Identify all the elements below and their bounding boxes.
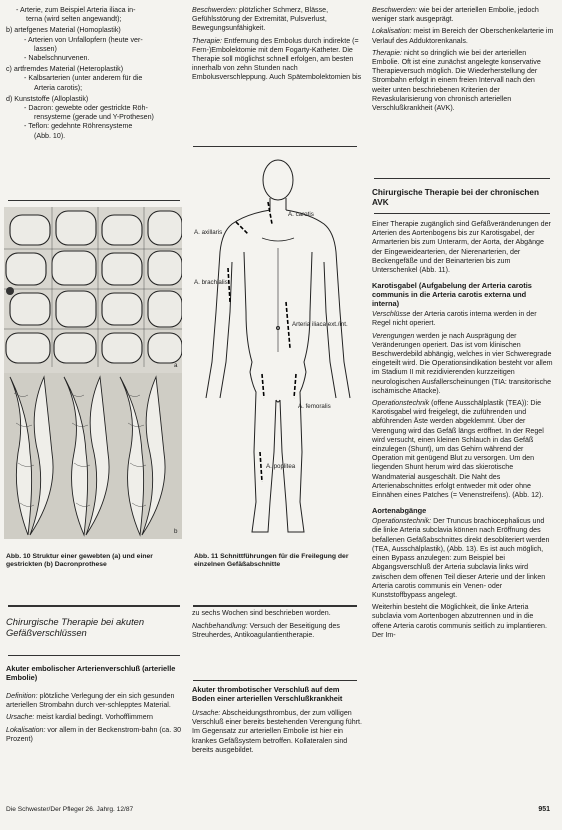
- term-text: plötzliche Verlegung der ein sich gesunden arteriellen Strombahn durch ver-schlepptes Material.: [6, 692, 175, 710]
- column-1-lower: [6, 616, 182, 642]
- paragraph-technique-2: [372, 517, 554, 600]
- list-item: [6, 104, 182, 141]
- text-line: terna (wird selten angewandt);: [26, 15, 122, 24]
- divider: [193, 605, 357, 607]
- paragraph-location: [372, 27, 554, 45]
- text-line: - Arterien von Unfallopfern (heute ver-: [24, 35, 143, 44]
- list-item: [6, 36, 182, 64]
- paragraph-aftercare: [192, 622, 362, 640]
- paragraph-complaints: [192, 6, 362, 34]
- subheading-carotid: Karotisgabel (Aufgabelung der Arteria carotis communis in die Arteria carotis externa und interna): [372, 281, 532, 309]
- divider: [8, 605, 180, 607]
- term-label: Operationstechnik:: [372, 517, 432, 526]
- caption-number: Abb. 11: [194, 553, 219, 560]
- figure-caption-11: [194, 553, 362, 570]
- paragraph-definition: [6, 692, 182, 710]
- term-label: Lokalisation:: [6, 725, 46, 734]
- paragraph-technique: [372, 399, 554, 500]
- term-text: plötzlicher Schmerz, Blässe, Gefühlsstörung der Extremität, Pulsverlust, Bewegungsunfähigkeit.: [192, 6, 329, 33]
- term-text: (offene Ausschälplastik (TEA)): Die Karotisgabel wird freigelegt, die zuführenden und abführenden Äste werden abgeklemmt. Über der Verengung wird das Gefäß längs eröffnet. In der Regel wird versucht, einen kleinen Schlauch in das Gefäß einzulegen (Shunt), um das Gehirn während der Operation mit genügend Blut zu versorgen. Um den liegenden Shunt herum wird das skierotische Wandmaterial ausgeschält. Die Naht des Arterienabschnittes erfolgt entweder mit oder ohne Einnähen eines Patches (= Venenstreifens). (Abb. 12).: [372, 399, 544, 500]
- term-text: meist im Bereich der Oberschenkelarterie im Verlauf des Adduktorenkanals.: [372, 27, 554, 45]
- label-brachialis: A. brachialis: [194, 279, 228, 286]
- list-item: d) Kunststoffe (Alloplastik): [6, 94, 89, 103]
- list-item: [6, 6, 182, 24]
- journal-footer: Die Schwester/Der Pfleger 26. Jahrg. 12/87: [6, 806, 134, 813]
- fabric-illustration: [4, 207, 182, 539]
- list-item: b) artefgenes Material (Homoplastik): [6, 26, 121, 35]
- list-item: c) artfremdes Material (Heteroplastik): [6, 65, 124, 74]
- divider: [193, 146, 357, 147]
- text-line: lassen): [34, 44, 57, 53]
- paragraph-therapy: [372, 49, 554, 113]
- paragraph-complaints: [372, 6, 554, 24]
- term-label: Definition:: [6, 692, 38, 700]
- subheading-thrombotic: Akuter thrombotischer Verschluß auf dem Boden einer arteriellen Verschlußkrankheit: [192, 685, 343, 703]
- term-text: meist kardial bedingt. Vorhofflimmern: [36, 713, 153, 722]
- column-1: [6, 6, 182, 141]
- label-iliaca: Arteria iliaca ext./int.: [292, 321, 348, 328]
- section-heading-acute: Chirurgische Therapie bei akuten Gefäßverschlüssen: [6, 616, 145, 638]
- divider: [374, 178, 550, 179]
- column-2-lower: [192, 609, 362, 644]
- term-label: Lokalisation:: [372, 27, 412, 36]
- column-3: [372, 6, 554, 116]
- divider: [374, 213, 550, 214]
- divider: [193, 680, 357, 681]
- term-text: werden je nach Ausprägung der Veränderungen operiert. Das ist vom klinischen Beschwerdebild abhängig, welches in vier Schweregrade eingeteilt wird. Die Operationsindikation besteht vor allem im Stadium II mit rezidivierenden kurzzeitigen neurologischen Ausfallerscheinungen (TIA: transitorische ischämische Attacke).: [372, 331, 553, 395]
- paragraph-intro: Einer Therapie zugänglich sind Gefäßveränderungen der Arterien des Aortenbogens bis zur Karotisgabel, der Armarterien bis zum Unterarm, der Aorta, der Abgänge der Eingeweidearterien, der Nierenarterien, der Beckengefäße und der Beinarterien bis zum Unterschenkel (Abb. 11).: [372, 220, 551, 275]
- caption-text: Struktur einer gewebten (a) und einer gestrickten (b) Dacronprothese: [6, 553, 153, 569]
- term-label: Ursache:: [6, 713, 35, 722]
- paragraph-location: [6, 726, 182, 744]
- paragraph-further: Weiterhin besteht die Möglichkeit, die linke Arteria subclavia vom Aortenbogen abzutrennen und in die offene Arteria carotis communis seitlich zu implantieren. Der Im-: [372, 603, 547, 639]
- figure-body-incisions: [192, 152, 364, 540]
- paragraph-occlusions: [372, 310, 554, 328]
- figure-label-b: b: [174, 528, 178, 535]
- paragraph-cause: [192, 709, 362, 755]
- text-line: - Arterie, zum Beispiel Arteria iliaca in-: [16, 6, 136, 14]
- term-label: Nachbehandlung:: [192, 622, 248, 631]
- label-axillaris: A. axillaris: [194, 229, 223, 236]
- page-number: 951: [538, 806, 550, 813]
- label-poplitea: A. poplitea: [266, 463, 296, 470]
- column-3-middle: [372, 188, 554, 211]
- text-line: - Nabelschnurvenen.: [24, 54, 90, 63]
- text-line: Arteria carotis);: [34, 83, 83, 92]
- text-line: - Kalbsarterien (unter anderem für die: [24, 74, 143, 83]
- label-femoralis: A. femoralis: [298, 403, 331, 410]
- term-text: Versuch der Beseitigung des Streuherdes, Antikoagulantientherapie.: [192, 622, 340, 640]
- body-illustration: [192, 152, 364, 540]
- column-1-bottom: [6, 664, 182, 747]
- paragraph-stenoses: [372, 332, 554, 396]
- term-text: wie bei der arteriellen Embolie, jedoch weniger stark ausgeprägt.: [372, 6, 539, 24]
- term-label: Therapie:: [192, 36, 222, 45]
- label-carotis: A. carotis: [288, 211, 314, 218]
- term-label: Beschwerden:: [192, 6, 237, 14]
- term-label: Operationstechnik: [372, 399, 430, 408]
- text-line: rensysteme (gerade und Y-Prothesen): [34, 113, 154, 122]
- caption-text: Schnittführungen für die Freilegung der einzelnen Gefäßabschnitte: [194, 553, 349, 569]
- figure-caption-10: [6, 553, 182, 570]
- subheading-aortic-branches: Aortenabgänge: [372, 506, 427, 516]
- text-line: (Abb. 10).: [34, 131, 66, 140]
- term-label: Beschwerden:: [372, 6, 417, 14]
- list-item: [6, 74, 182, 92]
- text-line: - Teflon: gedehnte Röhrensysteme: [24, 122, 133, 131]
- section-heading-chronic: Chirurgische Therapie bei der chronischen AVK: [372, 188, 539, 207]
- divider: [8, 200, 180, 201]
- term-text: Der Truncus brachiocephalicus und die linke Arteria subclavia können nach Eröffnung des befallenen Gefäßabschnittes direkt desobliteriert werden (TEA, Ausschälplastik), (Abb. 13). Es ist auch möglich, einen Bypass anzulegen: zum Beispiel bei Abgangsverschluß der Arteria subclavia links wird zwischen dem offenen Teil dieser Arterie und der linken Arteria carotis communis ein Venen- oder Kunststoffbypass angelegt.: [372, 517, 550, 599]
- term-text: Entfernung des Embolus durch indirekte (= Fern-)Embolektomie mit dem Fogarty-Katheter. Die Therapie soll möglichst schnell erfolgen, am besten innerhalb von zehn Stunden nach Embolusverschleppung. Auch Spätembolektomien bis: [192, 36, 362, 82]
- column-3-body: [372, 220, 554, 643]
- paragraph-continued: zu sechs Wochen sind beschrieben worden.: [192, 609, 331, 617]
- figure-fabric: [4, 207, 182, 539]
- subheading-embolic: Akuter embolischer Arterienverschluß (arterielle Embolie): [6, 664, 176, 682]
- text-line: - Dacron: gewebte oder gestrickte Röh-: [24, 104, 148, 113]
- term-text: nicht so dringlich wie bei der arteriellen Embolie. Oft ist eine zunächst angelegte konservative Therapieversuch möglich. Die Wiederherstellung der Strombahn erfolgt in einem freien Intervall nach den weiter unten beschriebenen Kriterien der Revaskularisierung von chronisch arteriellen Verschlußkrankheit (AVK).: [372, 48, 541, 113]
- paragraph-therapy: [192, 37, 362, 83]
- term-label: Ursache:: [192, 709, 221, 717]
- term-text: vor allem in der Beckenstrom-bahn (ca. 30 Prozent): [6, 725, 182, 743]
- column-2: [192, 6, 362, 86]
- divider: [8, 655, 180, 656]
- column-2-bottom: [192, 685, 362, 758]
- term-text: der Arteria carotis interna werden in der Regel nicht operiert.: [372, 310, 537, 328]
- term-label: Therapie:: [372, 48, 402, 57]
- term-label: Verschlüsse: [372, 310, 411, 319]
- term-text: Abscheidungsthrombus, der zum völligen Verschluß einer bereits bestehenden Verengung führt. Im Gegensatz zur arteriellen Embolie ist hier ein krankes Gefäßsystem betroffen. Kollateralen sind bereits ausgebildet.: [192, 709, 362, 754]
- term-label: Verengungen: [372, 331, 415, 340]
- figure-label-a: a: [174, 362, 178, 369]
- paragraph-cause: [6, 713, 182, 722]
- caption-number: Abb. 10: [6, 553, 31, 560]
